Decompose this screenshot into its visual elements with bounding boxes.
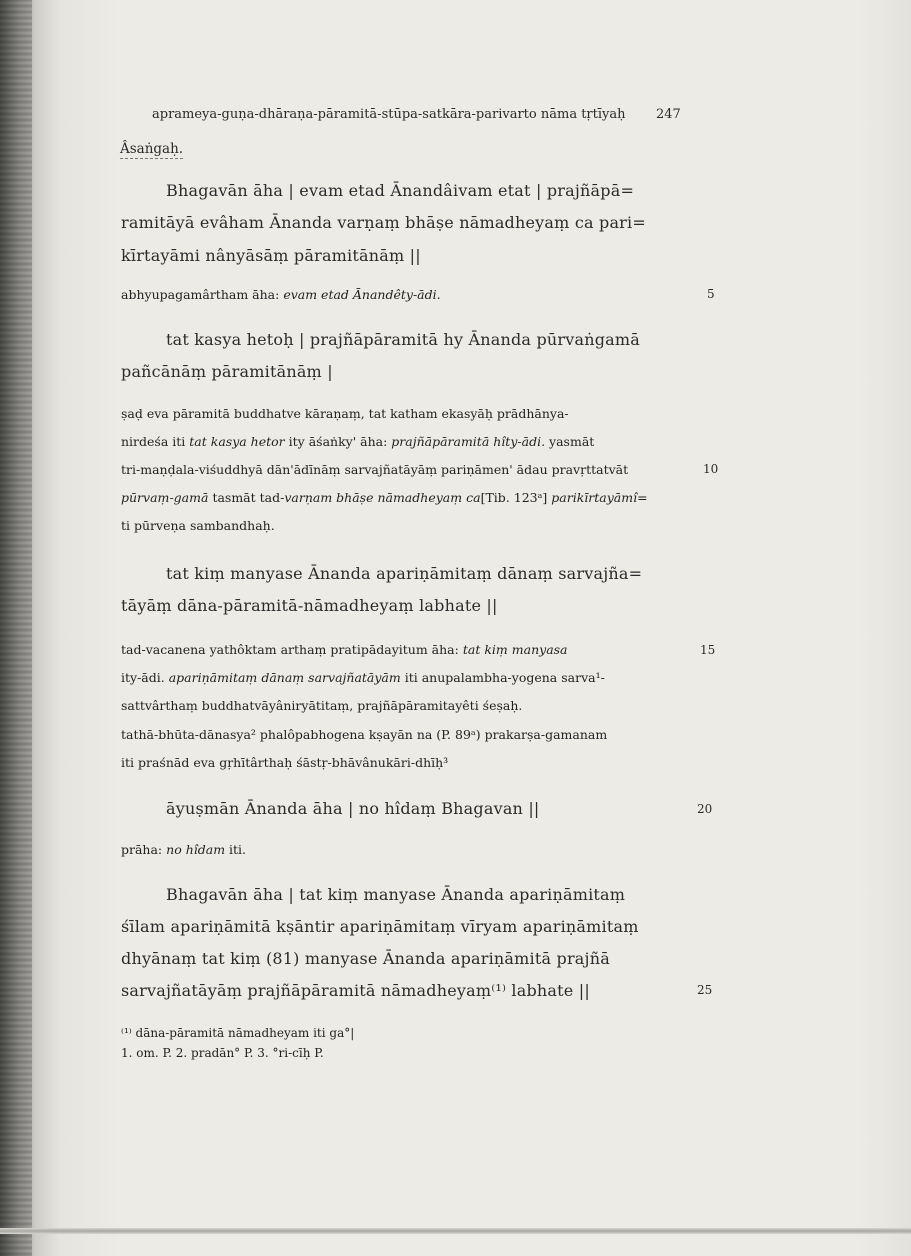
commentary3-line2	[121, 670, 605, 685]
commentary1-italic: evam etad Ānandêty-ādi.	[283, 287, 441, 302]
commentary3-line1-a: tad-vacanena yathôktam arthaṃ pratipādayitum āha:	[121, 642, 459, 657]
commentary2-line5: ti pūrveṇa sambandhaḥ.	[121, 518, 275, 533]
passage5-line4: sarvajñatāyāṃ prajñāpāramitā nāmadheyaṃ⁽¹⁾ labhate ||	[121, 981, 590, 1000]
commentary3-line1	[121, 642, 568, 657]
passage1-line1: Bhagavān āha | evam etad Ānandâivam etat | prajñāpā=	[166, 181, 635, 200]
line-number-15: 15	[700, 643, 716, 657]
passage3-line1: tat kiṃ manyase Ānanda apariṇāmitaṃ dānaṃ sarvajña=	[166, 564, 643, 583]
commentary2-line4-a: pūrvaṃ-gamā	[121, 490, 209, 505]
line-number-5: 5	[707, 287, 715, 301]
line-number-10: 10	[703, 462, 719, 476]
commentary2-line1: ṣaḍ eva pāramitā buddhatve kāraṇaṃ, tat katham ekasyāḥ prādhānya-	[121, 406, 569, 421]
commentary4-tail: iti.	[229, 842, 247, 857]
passage4-line1: āyuṣmān Ānanda āha | no hîdaṃ Bhagavan ||	[166, 799, 540, 818]
passage2-line1: tat kasya hetoḥ | prajñāpāramitā hy Ānanda pūrvaṅgamā	[166, 330, 641, 349]
commentary2-line2	[121, 434, 594, 449]
passage3-line2: tāyāṃ dāna-pāramitā-nāmadheyaṃ labhate ||	[121, 596, 498, 615]
passage1-line2: ramitāyā evâham Ānanda varṇaṃ bhāṣe nāmadheyaṃ ca pari=	[121, 213, 646, 232]
commentary3-line3: sattvârthaṃ buddhatvāyâniryātitaṃ, prajñāpāramitayêti śeṣaḥ.	[121, 698, 523, 713]
commentary2-line4-d: ca	[466, 490, 481, 505]
passage5-line2: śīlam apariṇāmitā kṣāntir apariṇāmitaṃ vīryam apariṇāmitaṃ	[121, 917, 639, 936]
commentary4-line1	[121, 842, 246, 857]
passage5-line1: Bhagavān āha | tat kiṃ manyase Ānanda apariṇāmitaṃ	[166, 885, 626, 904]
commentary3-line1-b: tat kiṃ manyasa	[462, 642, 568, 657]
commentary1-line1	[121, 287, 441, 302]
passage2-line2: pañcānāṃ pāramitānāṃ |	[121, 362, 333, 381]
footnote-variants: 1. om. P. 2. pradān° P. 3. °ri-cīḥ P.	[121, 1046, 324, 1060]
commentary1-plain: abhyupagamârtham āha:	[121, 287, 280, 302]
commentary2-line4-f: parikīrtayāmî=	[551, 490, 648, 505]
passage1-line3: kīrtayāmi nânyāsāṃ pāramitānāṃ ||	[121, 246, 421, 265]
passage5-line3: dhyānaṃ tat kiṃ (81) manyase Ānanda apariṇāmitā prajñā	[121, 949, 610, 968]
line-number-20: 20	[697, 802, 713, 816]
line-number-25: 25	[697, 983, 713, 997]
commentary3-line2-a: ity-ādi.	[121, 670, 165, 685]
commentary2-line2-a: nirdeśa iti	[121, 434, 186, 449]
commentary3-line4: tathā-bhūta-dānasya² phalôpabhogena kṣayān na (P. 89ᵃ) prakarṣa-gamanam	[121, 727, 608, 742]
footnote-1: ⁽¹⁾ dāna-pāramitā nāmadheyam iti ga°|	[121, 1026, 355, 1040]
book-spine-shadow	[0, 0, 32, 1256]
commentary2-line2-c: ity āśaṅky' āha:	[288, 434, 388, 449]
commentary2-line4-e: [Tib. 123ᵃ]	[480, 490, 548, 505]
commentary2-line4	[121, 490, 648, 505]
commentary4-plain: prāha:	[121, 842, 163, 857]
page-bottom-edge	[0, 1228, 911, 1234]
commentary2-line2-e: yasmāt	[549, 434, 595, 449]
commentary3-line5: iti praśnād eva gṛhītârthaḥ śāstṛ-bhāvânukāri-dhīḥ³	[121, 755, 449, 770]
speaker-label: Âsaṅgaḥ.	[120, 141, 184, 157]
page-number: 247	[656, 107, 681, 122]
commentary3-line2-c: iti anupalambha-yogena sarva¹-	[404, 670, 605, 685]
commentary2-line2-d: prajñāpāramitā hîty-ādi.	[391, 434, 546, 449]
commentary2-line4-c: varṇam bhāṣe nāmadheyaṃ	[284, 490, 463, 505]
commentary3-line2-b: apariṇāmitaṃ dānaṃ sarvajñatāyām	[168, 670, 401, 685]
commentary4-italic: no hîdam	[166, 842, 226, 857]
commentary2-line4-b: tasmāt tad-	[212, 490, 285, 505]
running-title: aprameya-guṇa-dhāraṇa-pāramitā-stūpa-satkāra-parivarto nāma tṛtīyaḥ	[152, 107, 626, 122]
commentary2-line3: tri-maṇḍala-viśuddhyā dān'ādīnāṃ sarvajñatāyāṃ pariṇāmen' ādau pravṛttatvāt	[121, 462, 629, 477]
commentary2-line2-b: tat kasya hetor	[189, 434, 285, 449]
